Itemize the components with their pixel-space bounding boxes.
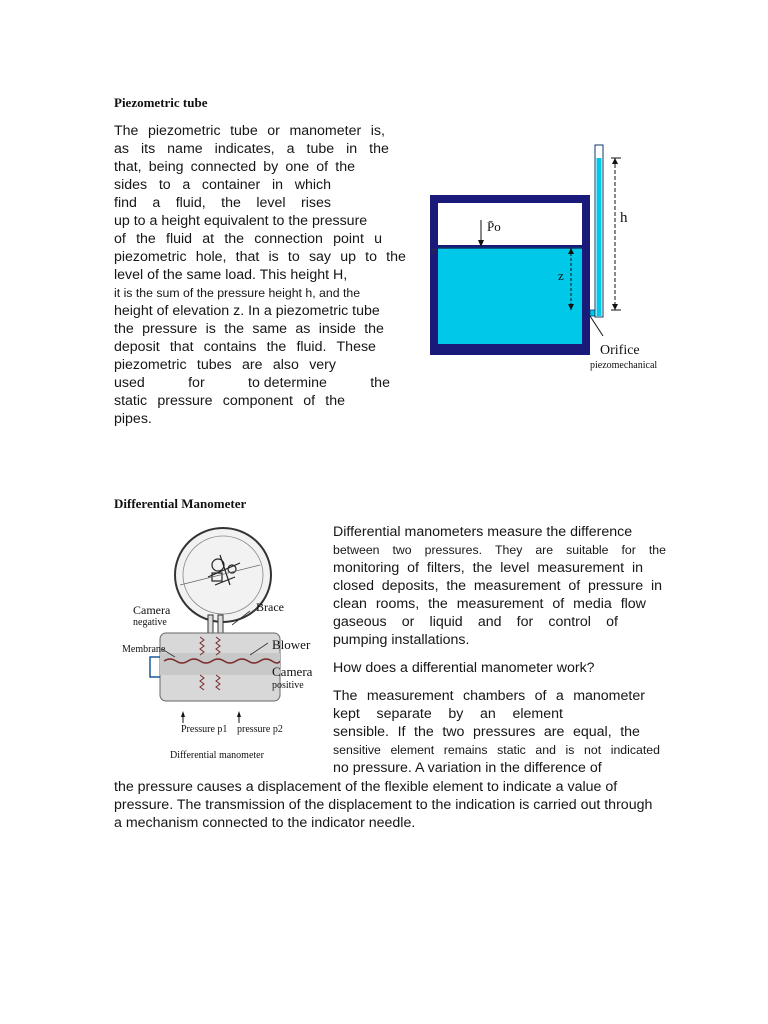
section-heading-piezometric: Piezometric tube — [114, 95, 208, 110]
s1-body-line — [114, 122, 385, 140]
s1-body-line: pipes. — [114, 411, 152, 427]
word: of — [114, 231, 126, 247]
word: hole, — [195, 249, 227, 265]
word: in — [271, 177, 284, 193]
word: pressure — [142, 321, 198, 337]
word: point — [333, 231, 364, 247]
word: piezometric — [114, 357, 187, 373]
word: pressures — [473, 724, 536, 740]
s2-answer-line: no pressure. A variation in the difference of — [333, 760, 602, 776]
full-line-3: a mechanism connected to the indicator needle. — [114, 815, 416, 831]
word: between — [333, 543, 380, 557]
label-z: z — [558, 268, 564, 283]
word: in — [631, 560, 643, 576]
word: flow — [620, 596, 646, 612]
word: measurement — [456, 596, 544, 612]
word: as — [295, 321, 311, 337]
word: same — [252, 321, 288, 337]
word: connected — [190, 159, 257, 175]
word: say — [308, 249, 332, 265]
word: If — [397, 724, 406, 740]
s1-body-line — [114, 356, 336, 374]
word: of — [606, 614, 618, 630]
word: for — [188, 375, 205, 391]
label-camera-positive: Camera — [272, 664, 313, 679]
word: element — [390, 743, 435, 757]
word: is — [268, 249, 279, 265]
word: monitoring — [333, 560, 400, 576]
word: the — [224, 231, 245, 247]
word: They — [495, 543, 523, 557]
word: to — [287, 249, 300, 265]
s2-body-line — [333, 559, 643, 577]
word: to — [158, 177, 171, 193]
word: component — [222, 393, 293, 409]
word: equal, — [572, 724, 612, 740]
word: by — [263, 159, 279, 175]
word: a — [182, 177, 191, 193]
s2-answer-line — [333, 705, 563, 723]
word: the — [620, 724, 640, 740]
word: gaseous — [333, 614, 387, 630]
label-orifice: Orifice — [600, 343, 640, 358]
label-pressure-p2: pressure p2 — [237, 724, 283, 735]
tank-air — [438, 203, 582, 245]
word: to determine — [248, 375, 327, 391]
word: not — [584, 743, 602, 757]
word: static — [114, 393, 148, 409]
word: that, — [114, 159, 142, 175]
word: the — [221, 195, 241, 211]
s1-body-line — [114, 140, 389, 158]
word: manometer — [573, 688, 645, 704]
word: manometer — [289, 123, 362, 139]
word: the — [472, 560, 493, 576]
word: rises — [301, 195, 331, 211]
word: the — [364, 321, 384, 337]
word: tube — [230, 123, 258, 139]
word: control — [548, 614, 591, 630]
word: u — [374, 231, 382, 247]
word: These — [336, 339, 376, 355]
word: name — [167, 141, 203, 157]
word: the — [369, 141, 389, 157]
word: measurement — [537, 560, 625, 576]
label-pressure-p1: Pressure p1 — [181, 724, 228, 735]
label-piezomechanical: piezomechanical — [590, 360, 658, 371]
label-blower: Blower — [272, 637, 311, 652]
word: or — [267, 123, 280, 139]
word: is — [565, 743, 575, 757]
word: is — [205, 321, 216, 337]
s2-body-line — [333, 577, 662, 595]
full-line-2: pressure. The transmission of the displacement to the indication is carried out through — [114, 797, 653, 813]
word: contains — [203, 339, 257, 355]
s1-body-line — [114, 338, 376, 356]
word: the — [414, 724, 434, 740]
word: piezometric — [148, 123, 221, 139]
word: being — [148, 159, 184, 175]
word: a — [286, 141, 295, 157]
s1-body-line: it is the sum of the pressure height h, and the — [114, 286, 361, 300]
word: are — [543, 724, 565, 740]
word: filters, — [426, 560, 465, 576]
word: level — [256, 195, 286, 211]
word: fluid. — [296, 339, 327, 355]
label-differential-caption: Differential manometer — [170, 750, 264, 761]
word: of — [303, 393, 316, 409]
word: the — [114, 321, 134, 337]
word: is, — [370, 123, 385, 139]
word: the — [224, 321, 244, 337]
word: of — [568, 578, 581, 594]
word: two — [442, 724, 465, 740]
word: are — [241, 357, 263, 373]
word: The — [333, 688, 358, 704]
word: the — [325, 393, 345, 409]
word: up — [340, 249, 356, 265]
word: an — [480, 706, 496, 722]
label-membrane: Membrane — [122, 644, 166, 655]
word: for — [516, 614, 534, 630]
word: pressure — [157, 393, 213, 409]
word: clean — [333, 596, 367, 612]
word: sides — [114, 177, 148, 193]
word: and — [535, 743, 556, 757]
word: are — [535, 543, 554, 557]
word: one — [285, 159, 310, 175]
word: at — [202, 231, 215, 247]
word: sensible. — [333, 724, 389, 740]
word: of — [407, 560, 419, 576]
s1-body-line — [114, 392, 345, 410]
full-line-1: the pressure causes a displacement of the flexible element to indicate a value of — [114, 779, 618, 795]
word: to — [365, 249, 377, 265]
s2-answer-line — [333, 741, 660, 759]
word: pressure — [587, 578, 644, 594]
label-positive: positive — [272, 680, 304, 691]
word: container — [201, 177, 261, 193]
word: two — [392, 543, 412, 557]
section-heading-differential: Differential Manometer — [114, 496, 247, 511]
s2-answer-line — [333, 687, 645, 705]
word: the — [266, 339, 287, 355]
word: suitable — [566, 543, 609, 557]
word: closed — [333, 578, 375, 594]
word: deposit — [114, 339, 160, 355]
word: a — [555, 688, 564, 704]
s1-body-line — [114, 248, 406, 266]
word: by — [448, 706, 464, 722]
word: rooms, — [375, 596, 420, 612]
word: very — [309, 357, 336, 373]
s1-body-line: up to a height equivalent to the pressure — [114, 213, 368, 229]
s1-body-line — [114, 230, 382, 248]
label-h: h — [620, 210, 628, 226]
word: in — [346, 141, 358, 157]
s2-body-line — [333, 595, 646, 613]
word: the — [648, 543, 666, 557]
s1-body-line — [114, 374, 390, 392]
word: kept — [333, 706, 360, 722]
label-po: P̄o — [487, 219, 501, 234]
s2-answer-line — [333, 723, 640, 741]
word: liquid — [429, 614, 463, 630]
label-brace: Brace — [256, 600, 284, 614]
word: media — [573, 596, 612, 612]
word: the — [136, 231, 156, 247]
word: pressures. — [424, 543, 483, 557]
word: chambers — [462, 688, 526, 704]
word: indicates, — [214, 141, 275, 157]
word: of — [534, 688, 547, 704]
word: fluid — [166, 231, 193, 247]
word: the — [446, 578, 467, 594]
word: the — [428, 596, 448, 612]
word: also — [272, 357, 299, 373]
s1-body-line — [114, 320, 384, 338]
word: The — [114, 123, 139, 139]
word: measurement — [366, 688, 454, 704]
label-negative: negative — [133, 617, 167, 628]
word: measurement — [473, 578, 561, 594]
word: indicated — [610, 743, 660, 757]
word: find — [114, 195, 137, 211]
word: as — [114, 141, 129, 157]
word: remains — [443, 743, 488, 757]
word: or — [401, 614, 415, 630]
word: which — [294, 177, 331, 193]
tank-fluid — [438, 248, 582, 344]
word: tube — [306, 141, 335, 157]
word: for — [621, 543, 636, 557]
word: that — [169, 339, 194, 355]
word: in — [650, 578, 662, 594]
s2-body-line — [333, 613, 618, 631]
word: piezometric — [114, 249, 187, 265]
word: and — [477, 614, 502, 630]
word: deposits, — [381, 578, 439, 594]
word: the — [386, 249, 406, 265]
s1-body-line — [114, 158, 355, 176]
tube-fluid — [597, 158, 602, 316]
word: its — [140, 141, 156, 157]
word: the — [335, 159, 355, 175]
s1-body-line — [114, 194, 331, 212]
s2-body-line — [333, 541, 666, 559]
word: a — [152, 195, 161, 211]
word: element — [512, 706, 563, 722]
word: level — [500, 560, 530, 576]
word: tubes — [196, 357, 232, 373]
word: that — [235, 249, 260, 265]
word: the — [370, 375, 390, 391]
s1-body-line: height of elevation z. In a piezometric tube — [114, 303, 380, 319]
word: inside — [318, 321, 356, 337]
s2-body-line: pumping installations. — [333, 632, 470, 648]
piezometric-diagram — [425, 140, 675, 375]
word: separate — [376, 706, 432, 722]
word: used — [114, 375, 145, 391]
word: static — [497, 743, 526, 757]
s1-body-line: level of the same load. This height H, — [114, 267, 348, 283]
s1-body-line — [114, 176, 331, 194]
s2-body-line: Differential manometers measure the difference — [333, 524, 633, 540]
label-camera-negative: Camera — [133, 603, 171, 617]
word: sensitive — [333, 743, 381, 757]
word: connection — [254, 231, 323, 247]
question-text: How does a differential manometer work? — [333, 660, 595, 676]
word: fluid, — [175, 195, 206, 211]
word: of — [316, 159, 329, 175]
word: of — [552, 596, 565, 612]
